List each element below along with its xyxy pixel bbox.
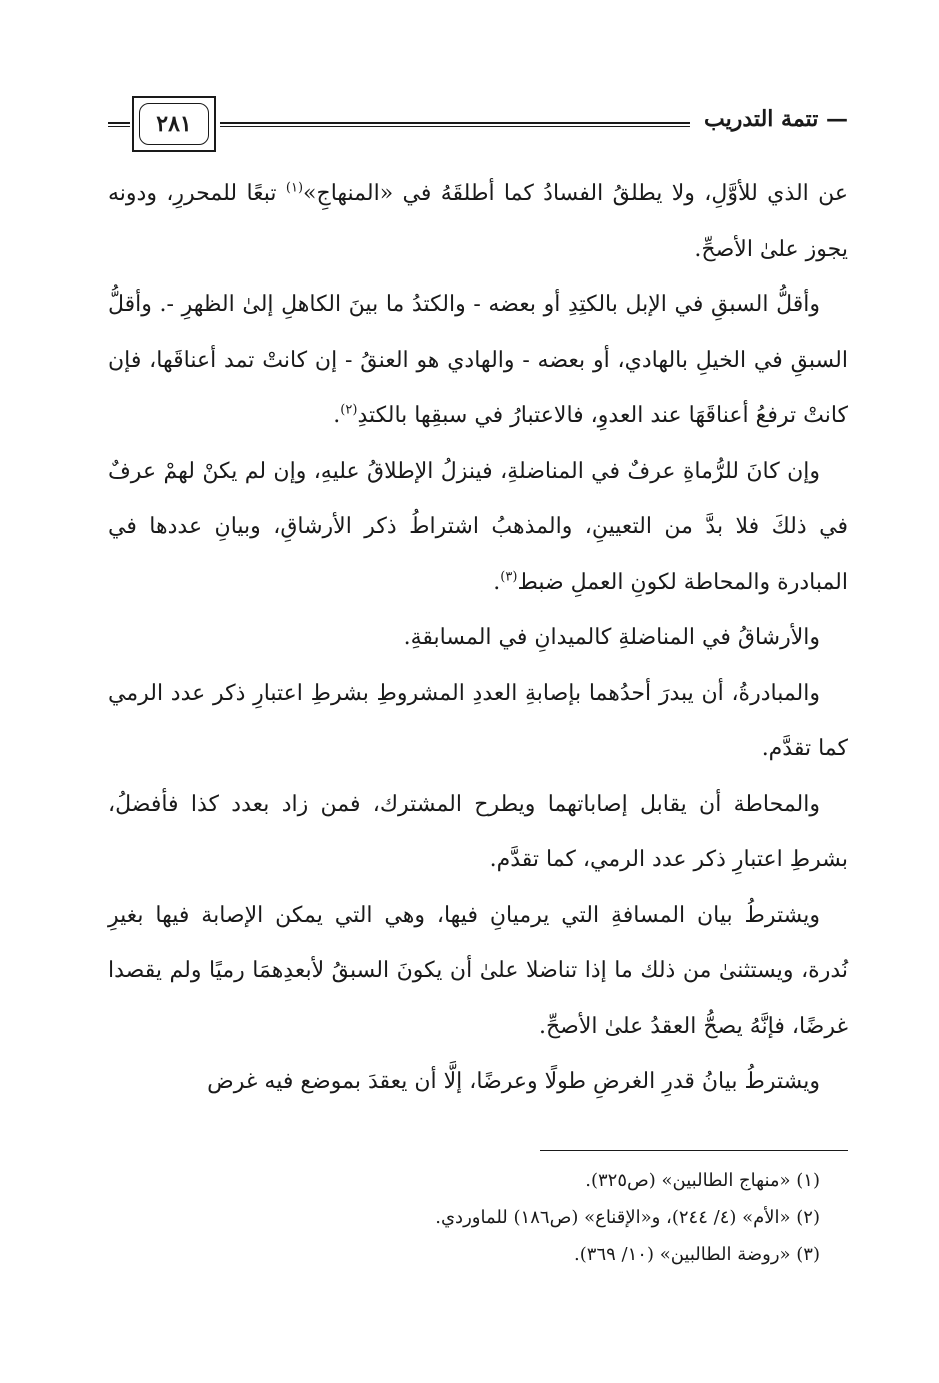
paragraph bbox=[108, 888, 848, 1055]
paragraph-text: ويشترطُ بيانُ قدرِ الغرضِ طولًا وعرضًا، إلَّا أن يعقدَ بموضع فيه غرض bbox=[207, 1069, 820, 1094]
running-head: — تتمة التدريب bbox=[704, 106, 848, 132]
paragraph bbox=[108, 166, 848, 277]
footnote-1: (١) «منهاج الطالبين» (ص٣٢٥). bbox=[585, 1170, 820, 1191]
footnotes bbox=[108, 1162, 820, 1273]
paragraph-text: وإن كانَ للرُّماةِ عرفٌ في المناضلةِ، فينزلُ الإطلاقُ عليهِ، وإن لم يكنْ لهمْ عرفٌ في ذلكَ فلا بدَّ من التعيينِ، والمذهبُ اشتراطُ ذكر الأرشاقِ، وبيانِ عددها في المبادرة والمحاطة لكونِ العملِ ضبط bbox=[108, 458, 848, 595]
paragraph bbox=[108, 277, 848, 444]
footnote-marker: (١) bbox=[285, 180, 304, 196]
paragraph bbox=[108, 666, 848, 777]
footnote-marker: (٢) bbox=[340, 402, 358, 418]
paragraph bbox=[108, 1054, 848, 1110]
running-head-title: تتمة التدريب bbox=[704, 106, 819, 132]
page-number: ٢٨١ bbox=[139, 103, 209, 145]
footnote-separator bbox=[540, 1150, 848, 1151]
footnote-marker: (٣) bbox=[500, 569, 518, 585]
paragraph-text: . bbox=[333, 403, 341, 428]
paragraph-text: والمحاطة أن يقابل إصاباتهما ويطرح المشترك، فمن زاد بعدد كذا فأفضلُ، بشرطِ اعتبارِ ذكر عدد الرمي، كما تقدَّم. bbox=[108, 791, 848, 872]
paragraph-text: والمبادرةُ، أن يبدرَ أحدُهما بإصابةِ العددِ المشروطِ بشرطِ اعتبارِ ذكر عدد الرمي كما تقدَّم. bbox=[108, 680, 848, 761]
page-header bbox=[108, 96, 848, 156]
paragraph-text: عن الذي للأوَّلِ، ولا يطلقُ الفسادُ كما أطلقَهُ في «المنهاجِ» bbox=[303, 181, 848, 206]
page-number-frame bbox=[132, 96, 216, 152]
paragraph bbox=[108, 444, 848, 611]
body-text bbox=[108, 166, 848, 1110]
footnote-2: (٢) «الأم» (٤/ ٢٤٤)، و«الإقناع» (ص١٨٦) للماوردي. bbox=[435, 1207, 820, 1228]
paragraph-text: . bbox=[493, 569, 501, 595]
header-rule-left-thin bbox=[108, 126, 130, 127]
paragraph-text: تبعًا للمحررِ، ودونه يجوز علىٰ الأصحِّ. bbox=[108, 181, 848, 262]
paragraph-text: وأقلُّ السبقِ في الإبل بالكتِدِ أو بعضه - والكتدُ ما بينَ الكاهلِ إلىٰ الظهرِ -. وأقلُّ السبقِ في الخيلِ بالهادي، أو بعضه - والهادي هو العنقُ - إن كانتْ تمد أعناقَها، فإن كانتْ ترفعُ أعناقَهَا عند العدوِ، فالاعتبارُ في سبقِها بالكتدِ bbox=[108, 292, 848, 428]
paragraph-text: ويشترطُ بيان المسافةِ التي يرميانِ فيها، وهي التي يمكن الإصابة فيها بغيرِ نُدرة، ويستثنىٰ من ذلك ما إذا تناضلا علىٰ أن يكونَ السبقُ لأبعدِهمَا رميًا ولم يقصدا غرضًا، فإنَّهُ يصحُّ العقدُ علىٰ الأصحِّ. bbox=[108, 902, 848, 1039]
header-rule bbox=[220, 122, 690, 124]
paragraph bbox=[108, 610, 848, 666]
paragraph bbox=[108, 777, 848, 888]
paragraph-text: والأرشاقُ في المناضلةِ كالميدانِ في المسابقةِ. bbox=[403, 625, 820, 650]
header-rule-left bbox=[108, 122, 130, 124]
footnote-3: (٣) «روضة الطالبين» (١٠/ ٣٦٩). bbox=[574, 1244, 820, 1265]
header-rule-thin bbox=[220, 126, 690, 127]
